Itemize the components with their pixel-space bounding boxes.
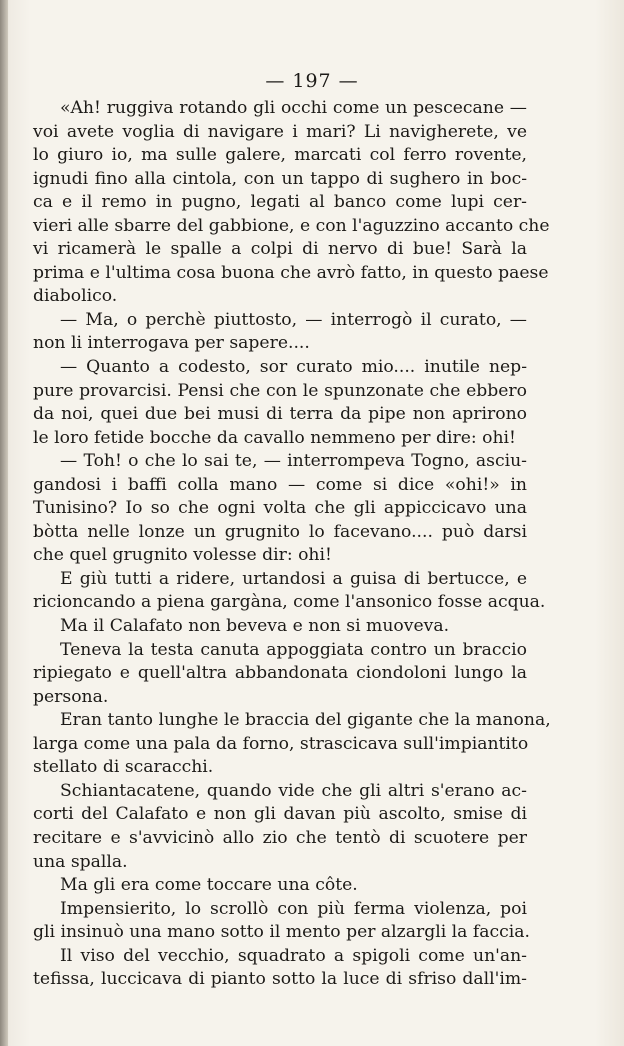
text-line: — Quanto a codesto, sor curato mio.... inutile nep- [60, 357, 527, 378]
text-line: vi ricamerà le spalle a colpi di nervo di bue! Sarà la [33, 239, 527, 260]
binding-shadow [0, 0, 8, 1046]
text-line: stellato di scaracchi. [33, 757, 214, 778]
text-line: — Toh! o che lo sai te, — interrompeva Togno, asciu- [60, 451, 527, 472]
text-line: ripiegato e quell'altra abbandonata ciondoloni lungo la [33, 663, 527, 684]
text-line: Impensierito, lo scrollò con più ferma violenza, poi [60, 898, 527, 919]
text-line: ca e il remo in pugno, legati al banco come lupi cer- [33, 192, 527, 213]
text-line: Eran tanto lunghe le braccia del gigante che la manona, [60, 710, 551, 731]
text-line: pure provarcisi. Pensi che con le spunzonate che ebbero [33, 380, 527, 401]
text-line: Il viso del vecchio, squadrato a spigoli come un'an- [60, 945, 527, 966]
text-line: che quel grugnito volesse dir: ohi! [33, 545, 332, 566]
text-line: da noi, quei due bei musi di terra da pipe non aprirono [33, 404, 527, 425]
body-text [33, 97, 551, 992]
text-line: Teneva la testa canuta appoggiata contro un braccio [60, 639, 527, 660]
page-number: — 197 — [265, 70, 359, 92]
text-line: persona. [33, 686, 109, 707]
text-line: E giù tutti a ridere, urtandosi a guisa di bertucce, e [60, 568, 527, 589]
text-line: ricioncando a piena gargàna, come l'ansonico fosse acqua. [33, 592, 546, 613]
text-line: tefissa, luccicava di pianto sotto la luce di sfriso dall'im- [33, 969, 527, 990]
text-line: Ma il Calafato non beveva e non si muoveva. [60, 616, 450, 637]
text-line: le loro fetide bocche da cavallo nemmeno per dire: ohi! [33, 427, 516, 448]
text-line: gli insinuò una mano sotto il mento per alzargli la faccia. [33, 922, 530, 943]
text-line: gandosi i baffi colla mano — come si dice «ohi!» in [33, 474, 527, 495]
text-line: «Ah! ruggiva rotando gli occhi come un pescecane — [60, 98, 527, 118]
text-line: non li interrogava per sapere.... [33, 333, 310, 354]
text-line: bòtta nelle lonze un grugnito lo facevano.... può darsi [33, 521, 527, 542]
text-line: recitare e s'avvicinò allo zio che tentò di scuotere per [33, 827, 527, 848]
text-line: ignudi fino alla cintola, con un tappo di sughero in boc- [33, 168, 527, 189]
text-line: — Ma, o perchè piuttosto, — interrogò il curato, — [60, 309, 527, 330]
text-line: corti del Calafato e non gli davan più ascolto, smise di [33, 804, 527, 825]
text-line: Ma gli era come toccare una côte. [60, 875, 358, 896]
text-line: prima e l'ultima cosa buona che avrò fatto, in questo paese [33, 262, 549, 283]
text-line: una spalla. [33, 851, 128, 872]
text-line: diabolico. [33, 286, 118, 307]
text-line: voi avete voglia di navigare i mari? Li navigherete, ve [33, 121, 527, 142]
text-line: lo giuro io, ma sulle galere, marcati col ferro rovente, [33, 145, 527, 166]
text-line: Tunisino? Io so che ogni volta che gli appiccicavo una [33, 498, 527, 519]
text-line: vieri alle sbarre del gabbione, e con l'aguzzino accanto che [33, 215, 550, 236]
text-line: larga come una pala da forno, strascicava sull'impiantito [33, 733, 529, 754]
text-line: Schiantacatene, quando vide che gli altri s'erano ac- [60, 780, 527, 801]
